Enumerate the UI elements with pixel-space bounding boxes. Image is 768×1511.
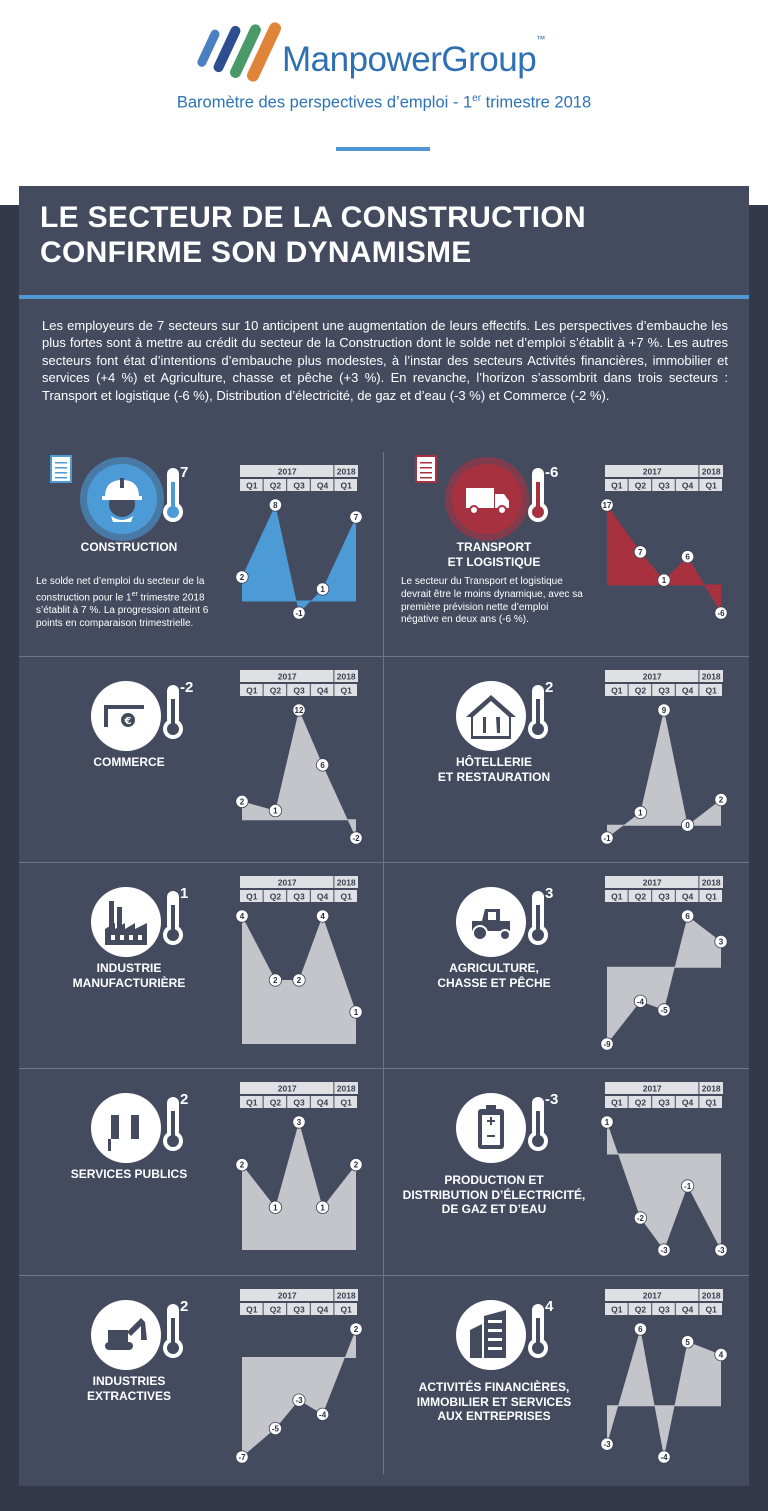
- clipboard-icon: [49, 452, 75, 486]
- sector-label-line: ET LOGISTIQUE: [447, 554, 541, 569]
- data-label: -3: [295, 1396, 303, 1406]
- sector-card: [384, 1069, 749, 1274]
- year-label: 2018: [336, 671, 356, 682]
- sector-label-line: PRODUCTION ET: [444, 1173, 544, 1187]
- area-chart: [240, 876, 358, 1064]
- sector-label: [394, 540, 594, 569]
- quarter-tick-label: Q4: [316, 891, 329, 902]
- sector-forecast-value: 2: [545, 679, 554, 696]
- sector-label: [29, 755, 229, 770]
- area-chart: [602, 465, 725, 633]
- data-label: 1: [604, 1118, 610, 1127]
- year-label: 2017: [642, 1290, 662, 1301]
- restaurant-icon: [446, 671, 536, 761]
- area-chart: [605, 1082, 723, 1270]
- quarter-tick-label: Q1: [611, 480, 623, 491]
- quarter-tick-label: Q3: [658, 891, 670, 902]
- sector-label-line: DISTRIBUTION D’ÉLECTRICITÉ,: [402, 1187, 586, 1202]
- data-label: 3: [296, 1118, 302, 1127]
- year-label: 2018: [701, 671, 721, 682]
- quarter-tick-label: Q1: [705, 1304, 717, 1315]
- data-label: -6: [717, 609, 725, 618]
- sector-forecast-value: 4: [545, 1298, 554, 1315]
- data-label: 4: [320, 912, 325, 921]
- data-label: 1: [320, 585, 325, 594]
- quarter-tick-label: Q2: [634, 685, 647, 696]
- sector-label: [29, 961, 229, 990]
- subtitle-underline: [336, 147, 430, 151]
- quarter-tick-label: Q3: [658, 685, 670, 696]
- quarter-tick-label: Q4: [681, 480, 694, 491]
- quarter-tick-label: Q4: [316, 1304, 329, 1315]
- quarter-tick-label: Q2: [634, 891, 647, 902]
- quarter-tick-label: Q2: [269, 1304, 282, 1315]
- quarter-tick-label: Q1: [246, 1304, 258, 1315]
- sector-label: [394, 961, 594, 990]
- sector-label-line: AUX ENTREPRISES: [437, 1409, 551, 1423]
- year-label: 2017: [277, 466, 297, 477]
- year-label: 2017: [642, 671, 662, 682]
- quarter-tick-label: Q1: [246, 1097, 258, 1108]
- svg-text:€: €: [124, 716, 132, 727]
- quarter-tick-label: Q2: [634, 480, 647, 491]
- data-label: 1: [661, 576, 667, 586]
- series-area: [607, 1122, 721, 1250]
- data-label: 4: [718, 1350, 724, 1360]
- sector-card: [19, 863, 384, 1068]
- sector-forecast-value: 7: [180, 464, 189, 481]
- year-label: 2018: [701, 1083, 721, 1094]
- data-label: -1: [295, 609, 303, 618]
- data-label: -5: [660, 1005, 668, 1015]
- area-chart: [240, 465, 358, 633]
- series-area: [239, 710, 356, 838]
- data-label: 6: [685, 912, 690, 921]
- data-label: -4: [319, 1410, 327, 1420]
- quarter-tick-label: Q1: [611, 1304, 623, 1315]
- quarter-tick-label: Q2: [269, 1097, 282, 1108]
- sector-label-line: SERVICES PUBLICS: [70, 1167, 188, 1181]
- tractor-icon: [446, 877, 536, 967]
- description-text: trimestre 2018 s’établit à 7 %. La progression atteint 6 points en comparaison trimestrielle.: [36, 592, 209, 629]
- quarter-tick-label: Q1: [611, 685, 623, 696]
- data-label: 6: [685, 552, 690, 562]
- data-label: -4: [636, 997, 644, 1007]
- data-label: 2: [273, 976, 278, 985]
- data-label: 7: [638, 547, 643, 557]
- data-label: -2: [636, 1214, 644, 1223]
- year-label: 2017: [277, 877, 297, 888]
- data-label: 17: [602, 501, 612, 510]
- excavator-icon: [81, 1290, 171, 1380]
- sector-label: [394, 1173, 594, 1217]
- sector-card: [384, 1276, 749, 1481]
- quarter-tick-label: Q2: [269, 891, 282, 902]
- data-label: 5: [685, 1337, 690, 1347]
- sector-label-line: MANUFACTURIÈRE: [72, 975, 186, 990]
- quarter-tick-label: Q4: [316, 685, 329, 696]
- quarter-tick-label: Q2: [269, 685, 282, 696]
- quarter-tick-label: Q1: [340, 480, 352, 491]
- sector-forecast-value: -2: [180, 679, 194, 696]
- quarter-tick-label: Q3: [293, 1304, 305, 1315]
- area-chart: [605, 670, 723, 858]
- quarter-tick-label: Q1: [611, 1097, 623, 1108]
- sector-label: [394, 755, 594, 784]
- sector-label-line: AGRICULTURE,: [449, 961, 539, 975]
- data-label: 6: [638, 1325, 643, 1334]
- data-label: 2: [718, 795, 724, 805]
- sector-card: [384, 863, 749, 1068]
- quarter-tick-label: Q4: [316, 1097, 329, 1108]
- sector-card: [384, 452, 749, 657]
- quarter-tick-label: Q3: [293, 685, 305, 696]
- quarter-tick-label: Q1: [340, 891, 352, 902]
- series-area: [607, 710, 721, 838]
- truck-icon: [442, 454, 532, 544]
- quarter-tick-label: Q4: [681, 891, 694, 902]
- area-chart: [240, 670, 358, 858]
- data-label: 1: [353, 1008, 359, 1017]
- sector-forecast-value: 2: [180, 1091, 189, 1108]
- quarter-tick-label: Q3: [293, 891, 305, 902]
- year-label: 2018: [336, 1083, 356, 1094]
- year-label: 2017: [277, 1290, 297, 1301]
- series-area: [607, 916, 721, 1044]
- intro-paragraph: Les employeurs de 7 secteurs sur 10 anticipent une augmentation de leurs effectifs. Les perspectives d’embauche les plus fortes sont à mettre au crédit du secteur de la Construction dont le solde net d’emploi s’établit à +7 %. Les autres secteurs font état d’intentions d’embauche plus modestes, à l’instar des secteurs Activités financières, immobilier et services (+4 %) et Agriculture, chasse et pêche (+3 %). En revanche, l’horizon s’assombrit dans trois secteurs : Transport et logistique (-6 %), Distribution d’électricité, de gaz et d’eau (-3 %) et Commerce (-2 %).: [42, 318, 728, 403]
- year-label: 2017: [277, 671, 297, 682]
- sector-label-line: ACTIVITÉS FINANCIÈRES,: [418, 1380, 570, 1394]
- series-area: [607, 505, 721, 613]
- sector-description: [401, 576, 587, 627]
- sector-card: [19, 1276, 384, 1481]
- sector-card: [19, 452, 384, 657]
- quarter-tick-label: Q1: [246, 685, 258, 696]
- factory-icon: [81, 877, 171, 967]
- sector-label-line: TRANSPORT: [456, 540, 532, 554]
- year-label: 2018: [701, 1290, 721, 1301]
- quarter-tick-label: Q1: [705, 1097, 717, 1108]
- sector-label: [394, 1380, 594, 1424]
- data-label: 2: [239, 797, 245, 807]
- data-label: -5: [271, 1424, 279, 1434]
- quarter-tick-label: Q1: [705, 891, 717, 902]
- quarter-tick-label: Q2: [269, 480, 282, 491]
- sector-label: [29, 540, 229, 555]
- data-label: 2: [296, 976, 302, 985]
- data-label: 0: [685, 821, 690, 831]
- data-label: -3: [717, 1246, 725, 1255]
- sector-label-line: INDUSTRIE: [96, 961, 162, 975]
- data-label: 7: [353, 513, 359, 522]
- year-label: 2017: [277, 1083, 297, 1094]
- sector-label: [29, 1167, 229, 1182]
- construction-worker-icon: [77, 454, 167, 544]
- data-label: -9: [603, 1040, 611, 1049]
- data-label: 2: [239, 1160, 245, 1170]
- data-label: -3: [603, 1440, 611, 1450]
- sector-forecast-value: 1: [180, 885, 189, 902]
- sector-forecast-value: -6: [545, 464, 559, 481]
- series-area: [239, 505, 356, 613]
- sector-forecast-value: -3: [545, 1091, 559, 1108]
- series-area: [242, 1329, 356, 1457]
- area-chart: [240, 1082, 358, 1270]
- series-area: [239, 1122, 356, 1250]
- page-title: LE SECTEUR DE LA CONSTRUCTION CONFIRME SON DYNAMISME: [40, 201, 586, 269]
- quarter-tick-label: Q3: [658, 1304, 670, 1315]
- sector-label-line: CONSTRUCTION: [80, 540, 178, 554]
- clipboard-icon: [414, 452, 440, 486]
- sector-forecast-value: 3: [545, 885, 554, 902]
- data-label: 1: [273, 806, 278, 816]
- data-label: -3: [660, 1246, 668, 1255]
- sector-label-line: IMMOBILIER ET SERVICES: [416, 1394, 572, 1409]
- quarter-tick-label: Q4: [681, 685, 694, 696]
- data-label: -1: [603, 834, 611, 843]
- quarter-tick-label: Q1: [246, 480, 258, 491]
- data-label: 9: [661, 706, 667, 715]
- quarter-tick-label: Q3: [293, 480, 305, 491]
- quarter-tick-label: Q1: [340, 1304, 352, 1315]
- quarter-tick-label: Q1: [611, 891, 623, 902]
- description-text: Le secteur du Transport et logistique devrait être le moins dynamique, avec sa première prévision nette d’emploi négative en deux ans (-6 %).: [401, 576, 583, 626]
- sector-label: [29, 1374, 229, 1403]
- data-label: 6: [320, 760, 325, 770]
- public-services-icon: [81, 1083, 171, 1173]
- sector-label-line: EXTRACTIVES: [86, 1388, 171, 1403]
- quarter-tick-label: Q2: [634, 1097, 647, 1108]
- data-label: -4: [660, 1453, 668, 1462]
- data-label: -2: [352, 834, 360, 843]
- quarter-tick-label: Q3: [658, 480, 670, 491]
- year-label: 2018: [701, 466, 721, 477]
- quarter-tick-label: Q4: [681, 1304, 694, 1315]
- quarter-tick-label: Q1: [705, 685, 717, 696]
- year-label: 2018: [336, 466, 356, 477]
- sector-card: [19, 1069, 384, 1274]
- sector-label-line: ET RESTAURATION: [437, 769, 551, 784]
- year-label: 2017: [642, 877, 662, 888]
- data-label: 1: [638, 808, 643, 818]
- quarter-tick-label: Q2: [634, 1304, 647, 1315]
- report-subtitle: Baromètre des perspectives d’emploi - 1er trimestre 2018: [176, 93, 592, 112]
- year-label: 2018: [336, 1290, 356, 1301]
- battery-icon: [446, 1083, 536, 1173]
- year-label: 2018: [336, 877, 356, 888]
- area-chart: [605, 1289, 723, 1477]
- data-label: 2: [353, 1160, 359, 1170]
- description-text: Le solde net d’emploi du secteur de la construction pour le 1: [36, 576, 205, 604]
- data-label: 1: [320, 1203, 325, 1213]
- data-label: 2: [353, 1325, 359, 1334]
- quarter-tick-label: Q1: [705, 480, 717, 491]
- sector-label-line: INDUSTRIES: [92, 1374, 166, 1388]
- quarter-tick-label: Q1: [340, 1097, 352, 1108]
- description-text: er: [131, 590, 138, 598]
- data-label: 8: [273, 501, 278, 510]
- quarter-tick-label: Q3: [658, 1097, 670, 1108]
- title-divider: [19, 295, 749, 299]
- sector-label-line: COMMERCE: [93, 755, 165, 769]
- sector-label-line: CHASSE ET PÊCHE: [437, 975, 551, 990]
- area-chart: [605, 876, 723, 1064]
- brand-name: ManpowerGroup™: [282, 34, 545, 79]
- data-label: 2: [239, 573, 245, 582]
- sector-card: [19, 657, 384, 862]
- banknote-icon: [81, 671, 171, 761]
- year-label: 2018: [701, 877, 721, 888]
- quarter-tick-label: Q4: [316, 480, 329, 491]
- sector-description: [36, 576, 222, 631]
- data-label: 3: [718, 937, 724, 947]
- quarter-tick-label: Q1: [340, 685, 352, 696]
- quarter-tick-label: Q1: [246, 891, 258, 902]
- quarter-tick-label: Q4: [681, 1097, 694, 1108]
- sector-label-line: DE GAZ ET D’EAU: [441, 1202, 547, 1216]
- series-area: [607, 1329, 721, 1457]
- sector-card: [384, 657, 749, 862]
- data-label: 1: [273, 1203, 278, 1213]
- area-chart: [240, 1289, 358, 1477]
- office-building-icon: [446, 1290, 536, 1380]
- data-label: -7: [238, 1453, 246, 1462]
- data-label: -1: [684, 1182, 692, 1191]
- year-label: 2017: [642, 466, 662, 477]
- data-label: 4: [239, 912, 245, 921]
- sector-label-line: HÔTELLERIE: [455, 755, 532, 769]
- year-label: 2017: [642, 1083, 662, 1094]
- quarter-tick-label: Q3: [293, 1097, 305, 1108]
- data-label: 12: [294, 706, 304, 715]
- sector-forecast-value: 2: [180, 1298, 189, 1315]
